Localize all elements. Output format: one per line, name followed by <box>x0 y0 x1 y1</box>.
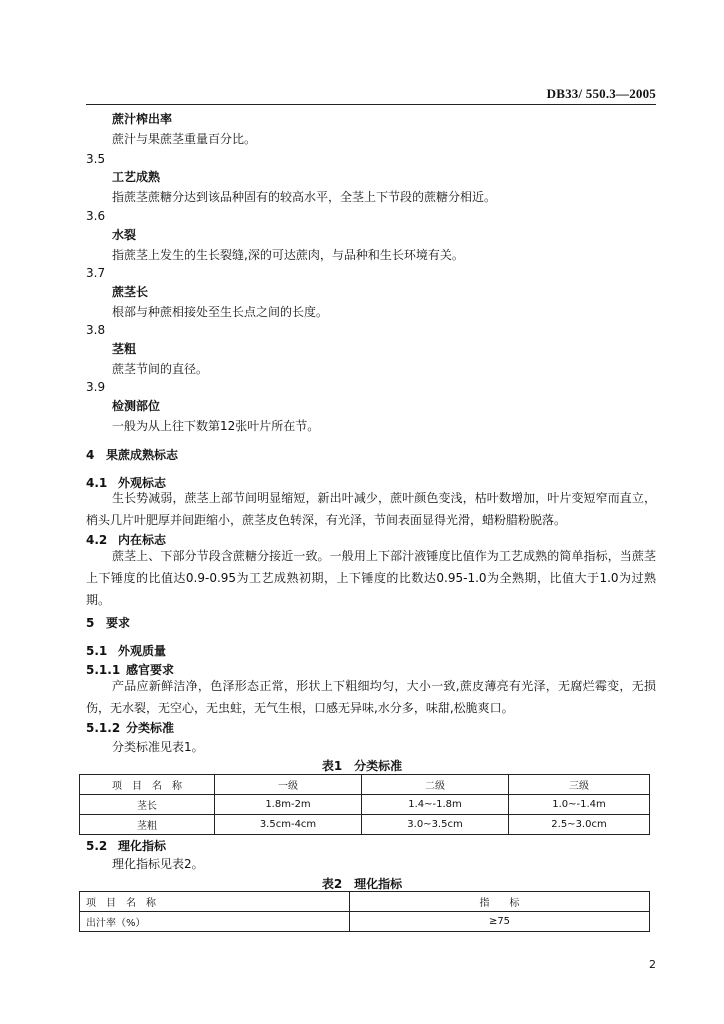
standard-code: DB33/ 550.3—2005 <box>546 86 656 101</box>
subsection-number: 5.1 <box>86 644 108 658</box>
term-definition: 指蔗茎上发生的生长裂缝,深的可达蔗肉，与品种和生长环境有关。 <box>112 248 464 262</box>
subsection-title: 外观标志 <box>118 476 167 490</box>
subsection-number: 5.2 <box>86 839 108 853</box>
table-reference: 分类标准见表1。 <box>112 740 204 754</box>
table-cell: 茎粗 <box>80 815 215 835</box>
subsection-number: 4.1 <box>86 476 108 490</box>
page-number: 2 <box>649 958 656 971</box>
subsection-heading <box>86 719 174 736</box>
subsection-heading <box>86 837 166 854</box>
term-title: 茎粗 <box>112 342 137 356</box>
term-title: 蔗茎长 <box>112 285 149 299</box>
table-header-cell: 指 标 <box>350 892 650 912</box>
table-header-row <box>80 775 650 795</box>
section-number: 5 <box>86 616 95 630</box>
table-header-cell: 三级 <box>509 775 650 795</box>
subsection-title: 感官要求 <box>126 663 175 677</box>
term-definition: 一般为从上往下数第12张叶片所在节。 <box>112 419 320 433</box>
term-definition: 蔗汁与果蔗茎重量百分比。 <box>112 132 257 146</box>
term-title: 水裂 <box>112 228 137 242</box>
section-title: 果蔗成熟标志 <box>106 448 179 462</box>
paragraph: 生长势减弱，蔗茎上部节间明显缩短，新出叶减少，蔗叶颜色变浅，枯叶数增加，叶片变短窄而直立，梢头几片叶肥厚并间距缩小，蔗茎皮色转深，有光泽，节间表面显得光滑，蜡粉腊粉脱落。 <box>86 491 656 527</box>
subsection-title: 理化指标 <box>118 839 167 853</box>
table-row <box>80 815 650 835</box>
subsection-number: 4.2 <box>86 533 108 547</box>
subsection-title: 分类标准 <box>126 721 175 735</box>
table-header-row <box>80 892 650 912</box>
classification-table <box>79 774 650 835</box>
section-number: 4 <box>86 448 95 462</box>
table-cell: 1.8m-2m <box>215 795 362 815</box>
header-rule <box>86 104 656 105</box>
clause-number: 3.7 <box>86 266 106 280</box>
table-header-cell: 项 目 名 称 <box>80 892 350 912</box>
table-header-cell: 二级 <box>362 775 509 795</box>
table-cell: 出汁率（%） <box>80 912 350 932</box>
physicochemical-table <box>79 891 650 932</box>
table-row <box>80 912 650 932</box>
paragraph: 产品应新鲜洁净，色泽形态正常，形状上下粗细均匀，大小一致,蔗皮薄亮有光泽，无腐烂霉变，无损伤，无水裂，无空心，无虫蛀，无气生根，口感无异味,水分多，味甜,松脆爽口。 <box>86 679 656 715</box>
table-cell: 茎长 <box>80 795 215 815</box>
table-row <box>80 795 650 815</box>
subsection-number: 5.1.2 <box>86 721 121 735</box>
table-cell: 1.0~-1.4m <box>509 795 650 815</box>
term-title: 工艺成熟 <box>112 170 161 184</box>
clause-number: 3.9 <box>86 380 106 394</box>
term-definition: 根部与种蔗相接处至生长点之间的长度。 <box>112 305 329 319</box>
section-heading <box>86 446 178 463</box>
term-title: 蔗汁榨出率 <box>112 112 173 126</box>
paragraph: 蔗茎上、下部分节段含蔗糖分接近一致。一般用上下部汁液锤度比值作为工艺成熟的简单指标，当蔗茎上下锤度的比值达0.9-0.95为工艺成熟初期，上下锤度的比数达0.95-1.0为全熟期，比值大于1.0为过熟期。 <box>86 549 656 607</box>
subsection-heading <box>86 642 166 659</box>
clause-number: 3.5 <box>86 152 106 166</box>
section-title: 要求 <box>106 616 131 630</box>
table-reference: 理化指标见表2。 <box>112 857 204 871</box>
term-definition: 指蔗茎蔗糖分达到该品种固有的较高水平，全茎上下节段的蔗糖分相近。 <box>112 190 497 204</box>
clause-number: 3.8 <box>86 323 106 337</box>
table-cell: 2.5~3.0cm <box>509 815 650 835</box>
subsection-title: 外观质量 <box>118 644 167 658</box>
table-caption: 表2 理化指标 <box>321 877 403 891</box>
table-cell: 3.5cm-4cm <box>215 815 362 835</box>
table-header-cell: 一级 <box>215 775 362 795</box>
subsection-title: 内在标志 <box>118 533 167 547</box>
subsection-number: 5.1.1 <box>86 663 121 677</box>
term-definition: 蔗茎节间的直径。 <box>112 362 209 376</box>
table-header-cell: 项 目 名 称 <box>80 775 215 795</box>
table-cell: ≥75 <box>350 912 650 932</box>
term-title: 检测部位 <box>112 399 161 413</box>
table-cell: 1.4~-1.8m <box>362 795 509 815</box>
table-cell: 3.0~3.5cm <box>362 815 509 835</box>
section-heading <box>86 614 130 631</box>
table-caption: 表1 分类标准 <box>321 759 403 773</box>
clause-number: 3.6 <box>86 209 106 223</box>
